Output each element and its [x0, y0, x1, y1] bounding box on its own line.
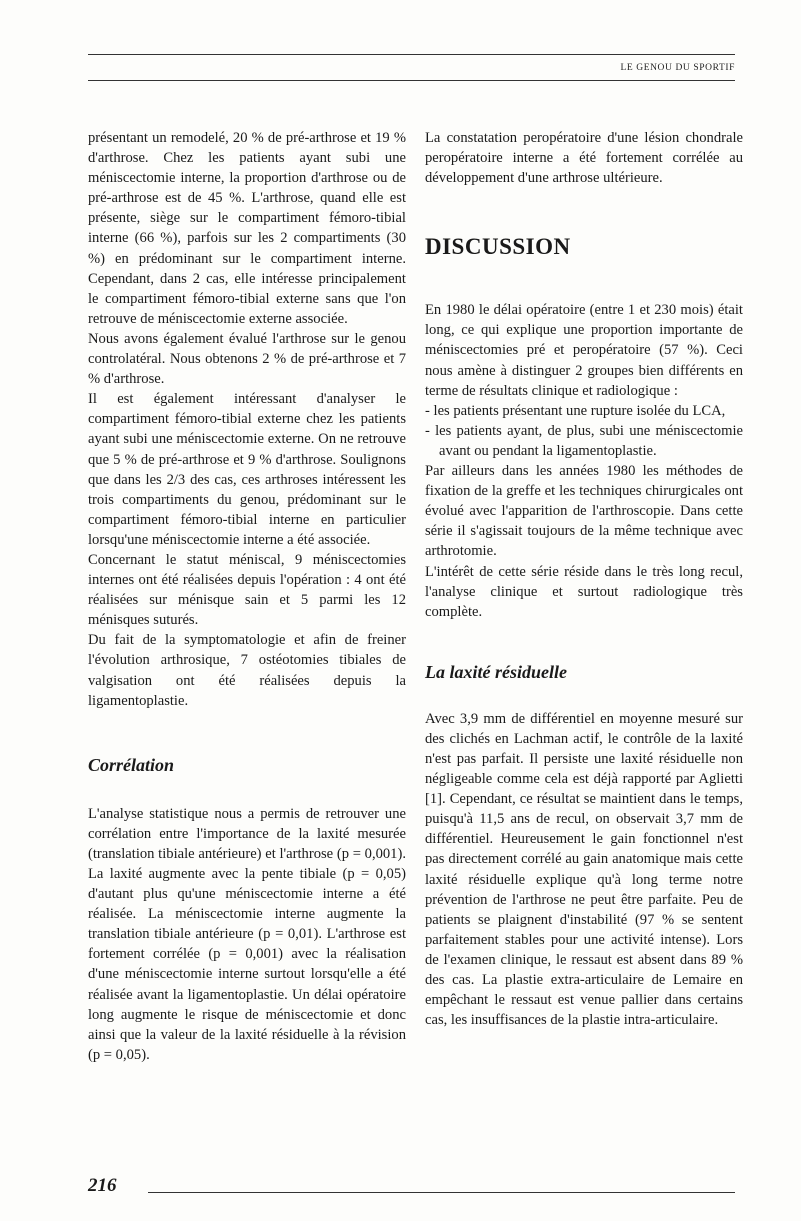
- section-heading-laxite: La laxité résiduelle: [425, 661, 567, 682]
- paragraph: L'intérêt de cette série réside dans le très long recul, l'analyse clinique et surtout radiologique très complète.: [425, 563, 743, 620]
- running-head: LE GENOU DU SPORTIF: [620, 63, 735, 73]
- top-rule: [88, 54, 735, 55]
- paragraph: Il est également intéressant d'analyser le compartiment fémoro-tibial externe chez les patients ayant subi une méniscectomie externe. On ne retrouve que 5 % de pré-arthrose et 9 % d'arthrose. Soulignons que dans les 2/3 des cas, ces arthroses intéressent les trois compartiments du genou, prédominant sur le compartiment fémoro-tibial interne en particulier lorsqu'une méniscectomie interne a été associée.: [88, 391, 406, 548]
- paragraph: La constatation peropératoire d'une lésion chondrale peropératoire interne a été fortement corrélée au développement d'une arthrose ultérieure.: [425, 130, 743, 187]
- left-column: [88, 128, 406, 1065]
- paragraph: Concernant le statut méniscal, 9 méniscectomies internes ont été réalisées depuis l'opération : 4 ont été réalisées sur ménisque sain et 5 parmi les 12 ménisques suturés.: [88, 551, 406, 629]
- paragraph: En 1980 le délai opératoire (entre 1 et 230 mois) était long, ce qui explique une proportion importante de méniscectomies pré et peropératoire (57 %). Ceci nous amène à distinguer 2 groupes bien différents en terme de résultats clinique et radiologique :: [425, 302, 743, 399]
- paragraph: Nous avons également évalué l'arthrose sur le genou controlatéral. Nous obtenons 2 % de pré-arthrose et 7 % d'arthrose.: [88, 330, 406, 388]
- footer-rule: [148, 1192, 735, 1193]
- paragraph: L'analyse statistique nous a permis de retrouver une corrélation entre l'importance de la laxité mesurée (translation tibiale antérieure) et l'arthrose (p = 0,001). La laxité augmente avec la pente tibiale (p = 0,05) d'autant plus qu'une méniscectomie interne a été réalisée. La méniscectomie interne augmente la translation tibiale antérieure (p = 0,01). L'arthrose est fortement corrélée (p = 0,001) avec la réalisation d'une méniscectomie interne surtout lorsqu'elle a été réalisée avant la ligamentoplastie. Un délai opératoire long augmente le risque de méniscectomie et donc ainsi que la valeur de la laxité résiduelle à la révision (p = 0,05).: [88, 805, 406, 1063]
- section-heading-discussion: DISCUSSION: [425, 234, 571, 260]
- list-item: - les patients présentant une rupture isolée du LCA,: [425, 401, 743, 421]
- list-item: - les patients ayant, de plus, subi une méniscectomie avant ou pendant la ligamentoplastie.: [425, 421, 743, 461]
- paragraph: présentant un remodelé, 20 % de pré-arthrose et 19 % d'arthrose. Chez les patients ayant subi une méniscectomie interne, la proportion d'arthrose ou de pré-arthrose est de 45 %. L'arthrose, quand elle est présente, siège sur le compartiment fémoro-tibial interne (66 %), parfois sur les 2 compartiments (30 %) en prédominant sur le compartiment interne. Cependant, dans 2 cas, elle intéresse principalement le compartiment fémoro-tibial externe sans que l'on retrouve de méniscectomie externe associée.: [88, 130, 406, 327]
- paragraph: Avec 3,9 mm de différentiel en moyenne mesuré sur des clichés en Lachman actif, le contrôle de la laxité n'est pas parfait. Il persiste une laxité résiduelle non négligeable comme cela est déjà rapporté par Aglietti [1]. Cependant, ce résultat se maintient dans le temps, puisqu'à 11,5 ans de recul, on observait 3,7 mm de différentiel. Heureusement le gain fonctionnel n'est pas directement corrélé au gain anatomique mais cette laxité résiduelle explique qu'à long terme notre prévention de l'arthrose ne peut être parfaite. Peu de patients se plaignent d'instabilité (97 % se sentent parfaitement stables pour une activité intense). Lors de l'examen clinique, le ressaut est absent dans 89 % des cas. La plastie extra-articulaire de Lemaire en empêchant le ressaut est venue pallier dans certains cas, les insuffisances de la plastie intra-articulaire.: [425, 710, 743, 1029]
- paragraph: Du fait de la symptomatologie et afin de freiner l'évolution arthrosique, 7 ostéotomies tibiales de valgisation ont été réalisées depuis la ligamentoplastie.: [88, 632, 406, 709]
- group-list: [425, 401, 743, 461]
- right-column: [425, 128, 743, 1030]
- page-number: 216: [88, 1175, 117, 1196]
- section-heading-correlation: Corrélation: [88, 754, 175, 775]
- paragraph: Par ailleurs dans les années 1980 les méthodes de fixation de la greffe et les techniques chirurgicales ont évolué avec l'apparition de l'arthroscopie. Dans cette série il s'agissait toujours de la même technique avec arthrotomie.: [425, 463, 743, 560]
- header-rule: [88, 80, 735, 81]
